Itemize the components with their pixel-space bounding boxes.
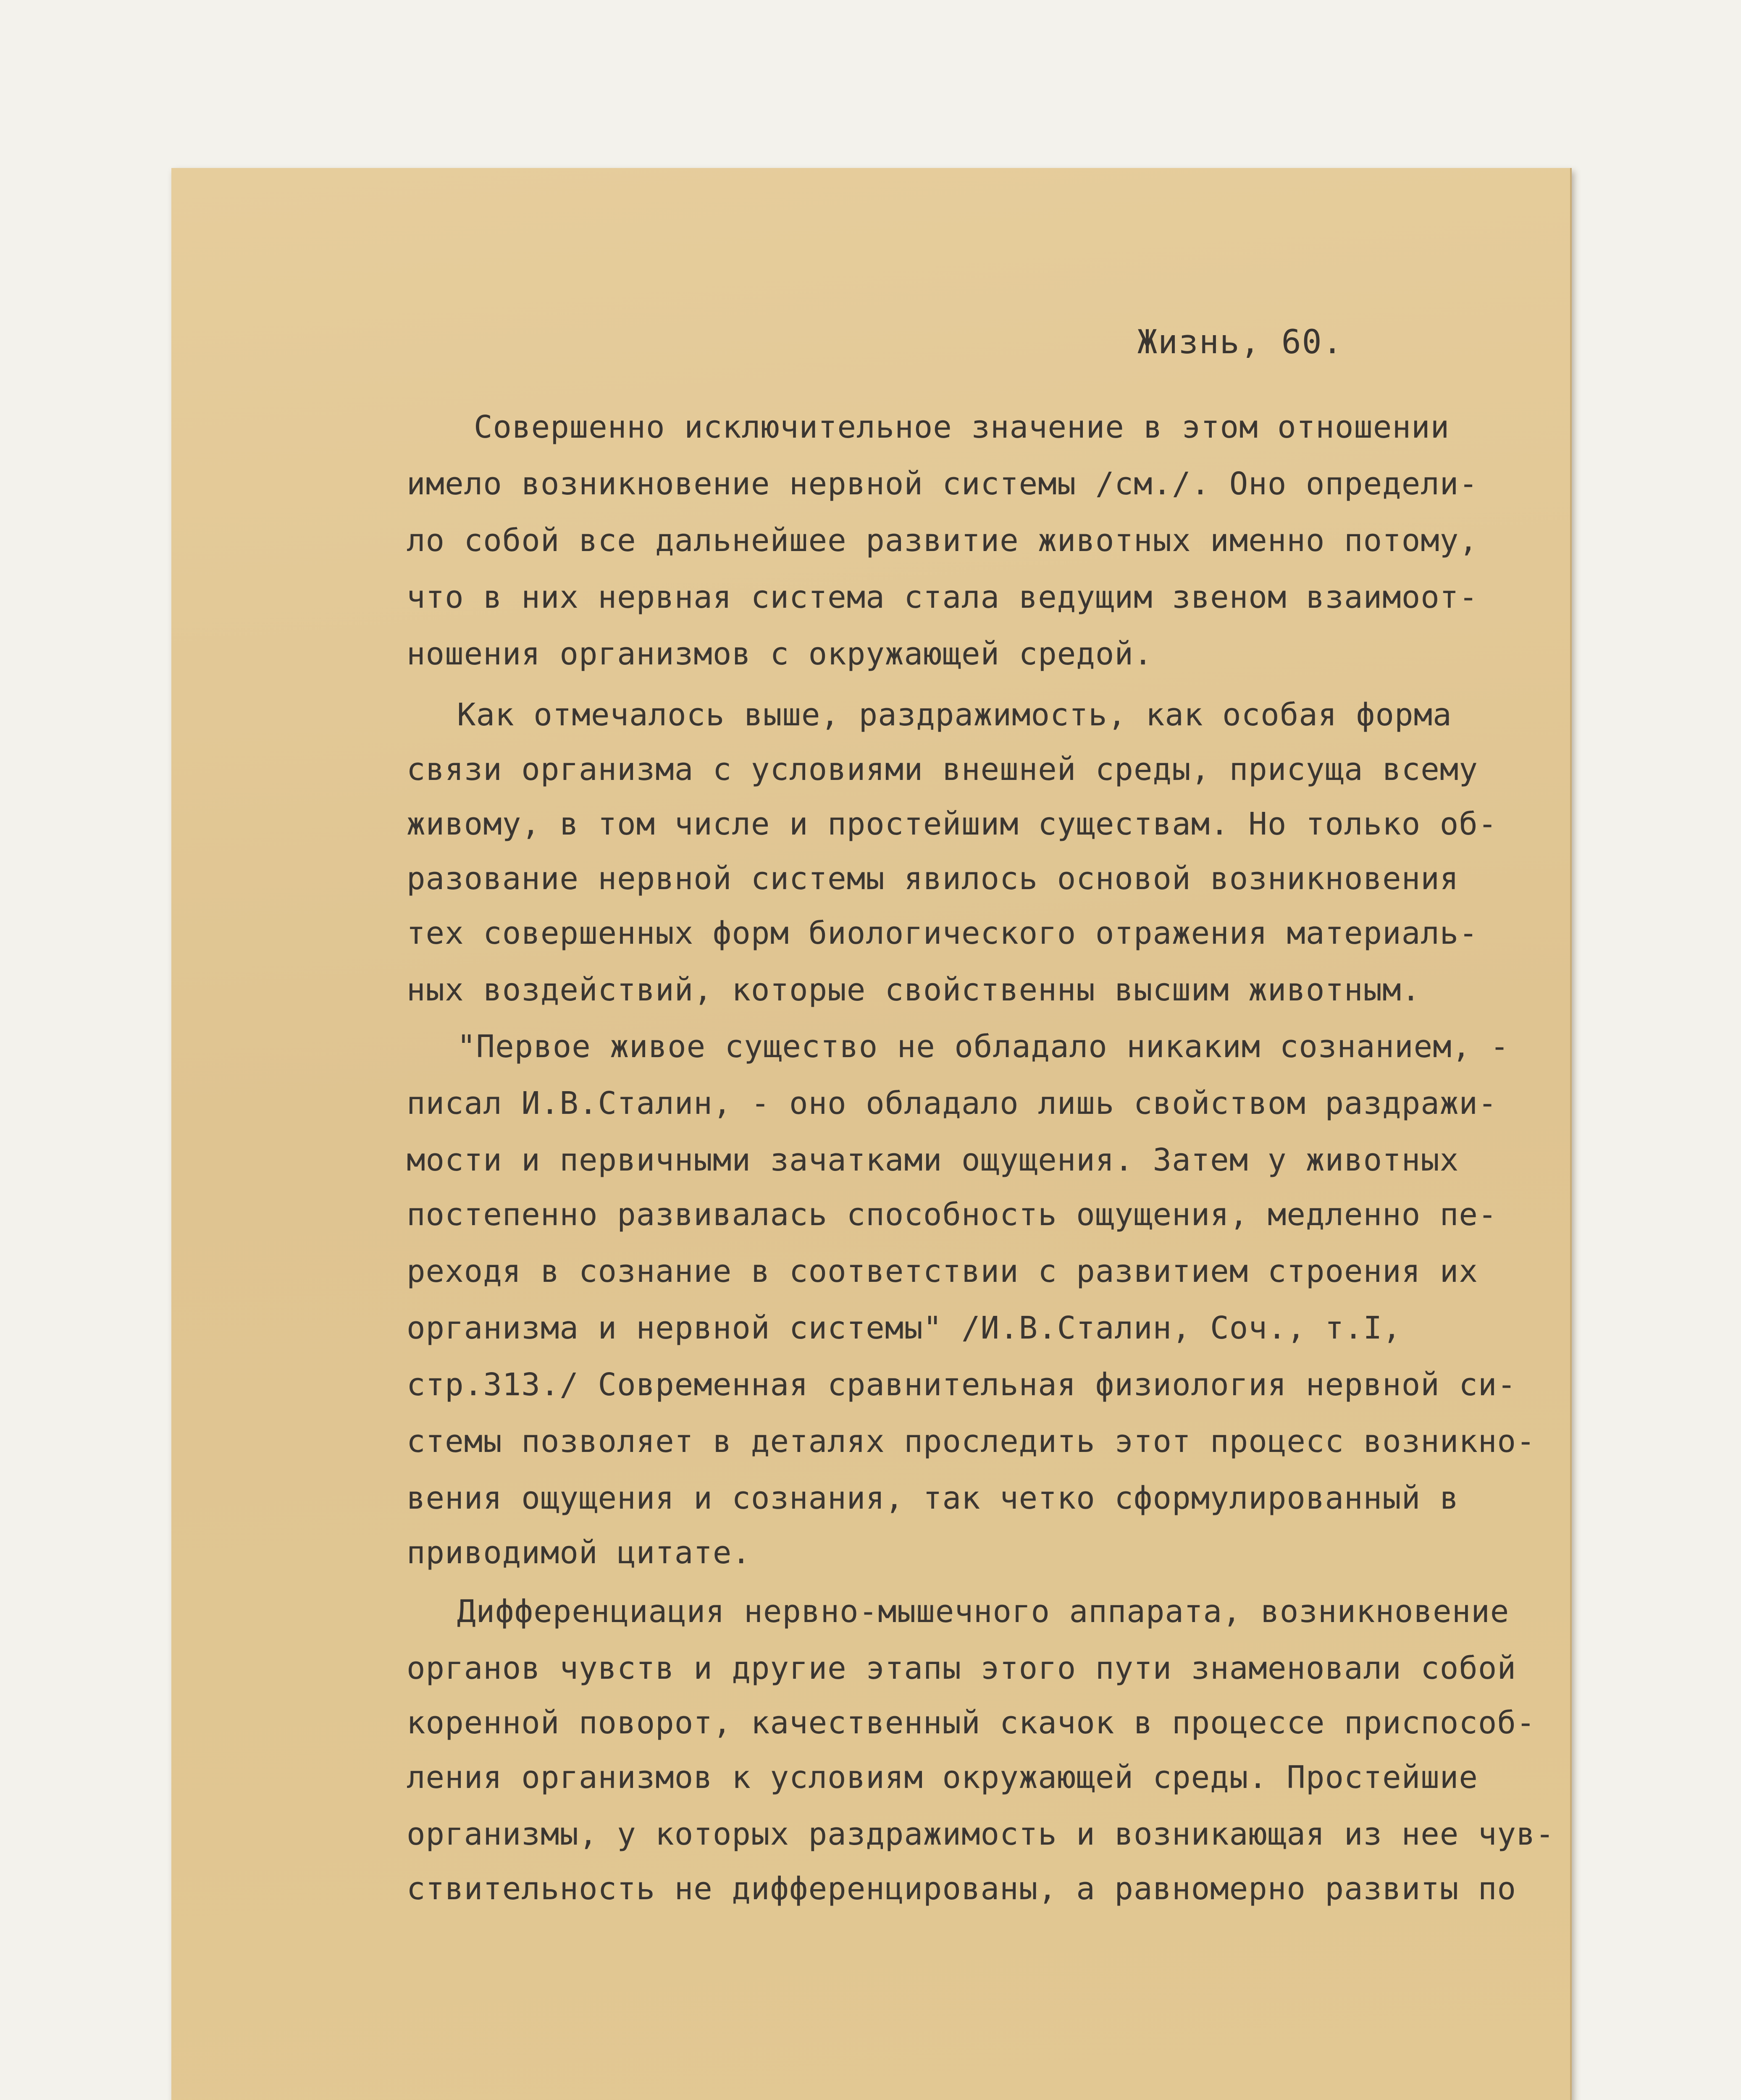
page-header: Жизнь, 60. (1137, 323, 1343, 361)
text-line: организма и нервной системы" /И.В.Сталин, Соч., т.I, (407, 1310, 1402, 1346)
text-line: тех совершенных форм биологического отражения материаль- (407, 915, 1478, 951)
text-line: писал И.В.Сталин, - оно обладало лишь свойством раздражи- (407, 1085, 1497, 1121)
text-line: реходя в сознание в соответствии с развитием строения их (407, 1253, 1478, 1289)
text-line: разование нервной системы явилось основой возникновения (407, 861, 1459, 897)
text-line: ствительность не дифференцированы, а равномерно развиты по (407, 1871, 1517, 1907)
text-line: живому, в том числе и простейшим существам. Но только об- (407, 806, 1497, 842)
text-line: ношения организмов с окружающей средой. (407, 636, 1153, 672)
text-line: мости и первичными зачатками ощущения. Затем у животных (407, 1142, 1459, 1178)
text-line: Дифференциация нервно-мышечного аппарата, возникновение (457, 1593, 1510, 1630)
text-line: Как отмечалось выше, раздражимость, как особая форма (457, 697, 1452, 733)
text-line: связи организма с условиями внешней среды, присуща всему (407, 751, 1478, 788)
text-line: стр.313./ Современная сравнительная физиология нервной си- (407, 1367, 1517, 1403)
text-line: что в них нервная система стала ведущим звеном взаимоот- (407, 579, 1478, 615)
text-line: "Первое живое существо не обладало никаким сознанием, - (457, 1029, 1510, 1065)
typed-page (171, 168, 1572, 2100)
text-line: вения ощущения и сознания, так четко сформулированный в (407, 1480, 1459, 1516)
text-line: организмы, у которых раздражимость и возникающая из нее чув- (407, 1816, 1555, 1852)
text-line: имело возникновение нервной системы /см./. Оно определи- (407, 466, 1478, 502)
text-line: коренной поворот, качественный скачок в процессе приспособ- (407, 1705, 1536, 1741)
text-line: Совершенно исключительное значение в этом отношении (474, 409, 1450, 445)
text-line: ных воздействий, которые свойственны высшим животным. (407, 972, 1421, 1008)
text-line: органов чувств и другие этапы этого пути знаменовали собой (407, 1650, 1517, 1686)
text-line: стемы позволяет в деталях проследить этот процесс возникно- (407, 1423, 1536, 1460)
text-line: ло собой все дальнейшее развитие животных именно потому, (407, 522, 1478, 559)
text-line: постепенно развивалась способность ощущения, медленно пе- (407, 1197, 1497, 1233)
text-line: ления организмов к условиям окружающей среды. Простейшие (407, 1759, 1478, 1796)
text-line: приводимой цитате. (407, 1535, 751, 1571)
